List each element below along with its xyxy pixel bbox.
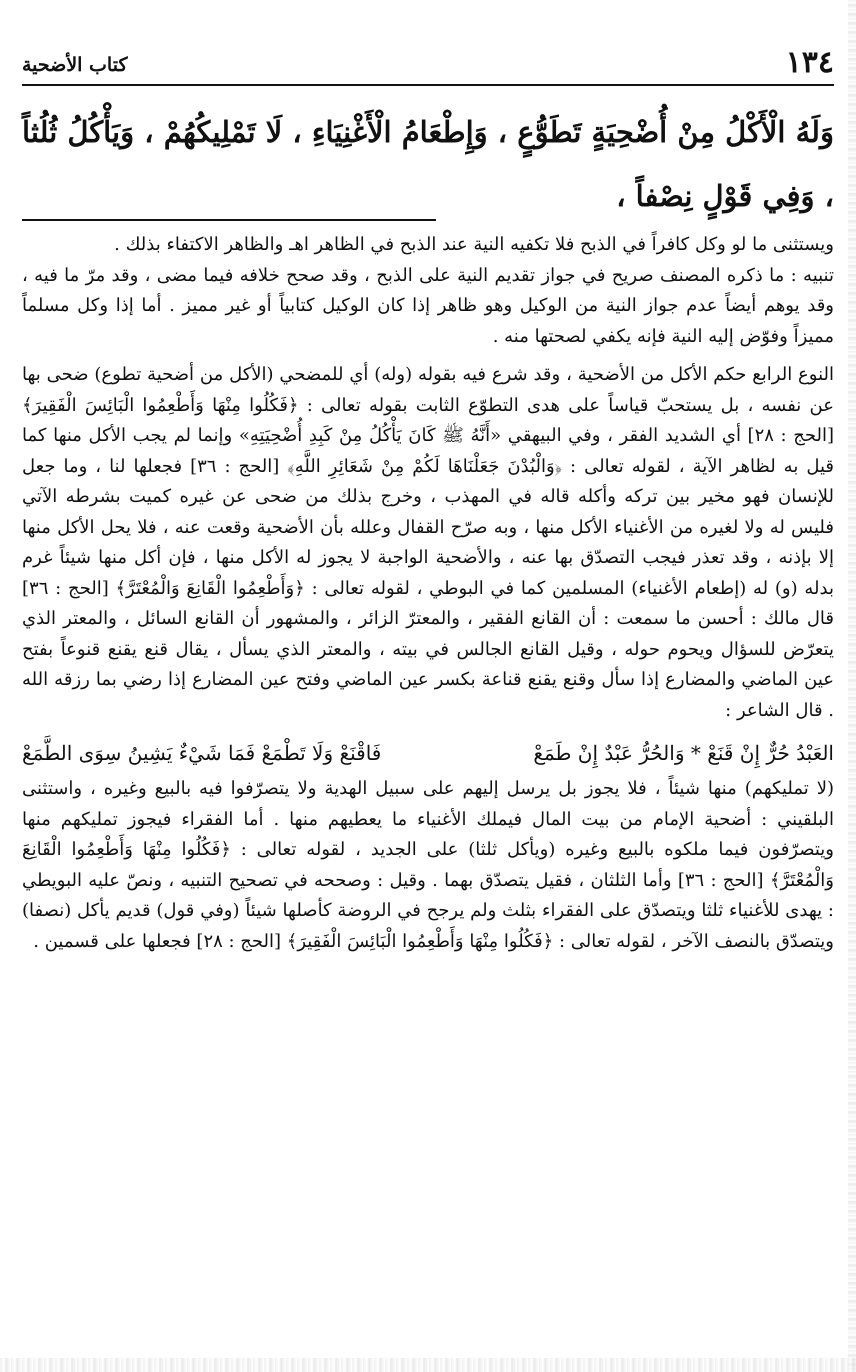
page-header <box>22 40 834 86</box>
page-number: ١٣٤ <box>785 45 834 80</box>
commentary-paragraph-3: النوع الرابع حكم الأكل من الأضحية ، وقد شرع فيه بقوله (وله) أي للمضحي (الأكل من أضحية تطوع) ضحى بها عن نفسه ، بل يستحبّ قياساً على هدى التطوّع الثابت بقوله تعالى : ﴿فَكُلُوا مِنْهَا وَأَطْعِمُوا الْبَائِسَ الْفَقِيرَ﴾ [الحج : ٢٨] أي الشديد الفقر ، وفي البيهقي «أَنَّهُ ﷺ كَانَ يَأْكُلُ مِنْ كَبِدِ أُضْحِيَتِهِ» وإنما لم يجب الأكل منها كما قيل به لظاهر الآية ، لقوله تعالى : ﴿وَالْبُدْنَ جَعَلْنَاهَا لَكُمْ مِنْ شَعَائِرِ اللَّهِ﴾ [الحج : ٣٦] فجعلها لنا ، وما جعل للإنسان فهو مخير بين تركه وأكله قاله في المهذب ، وخرج بذلك من ضحى عن غيره كميت بشرطه الآتي فليس له ولا لغيره من الأغنياء الأكل منها ، وبه صرّح القفال وعلله بأن الأضحية وقعت عنه ، فلا يحل الأكل منها إلا بإذنه ، وقد تعذر فيجب التصدّق بها عنه ، والأضحية الواجبة لا يجوز له الأكل منها ، فإن أكل منها شيئاً غرم بدله (و) له (إطعام الأغنياء) المسلمين كما في البوطي ، لقوله تعالى : ﴿وَأَطْعِمُوا الْقَانِعَ وَالْمُعْتَرَّ﴾ [الحج : ٣٦] قال مالك : أحسن ما سمعت : أن القانع الفقير ، والمعترّ الزائر ، والمشهور أن القانع السائل ، والمعتر الذي يتعرّض للسؤال ويحوم حوله ، وقيل القانع الجالس في بيته ، والمعتر الذي يسأل ، يقال قنع يقنع قنوعاً بفتح عين الماضي والمضارع إذا سأل وقنع يقنع قناعة بكسر عين الماضي وفتح عين المضارع إذا رضي بما رزقه الله . قال الشاعر : <box>22 364 835 721</box>
poem-hemistich-2: فَاقْنَعْ وَلَا تَطْمَعْ فَمَا شَيْءٌ يَشِينُ سِوَى الطَّمَعْ <box>22 741 382 765</box>
scan-bottom-noise <box>0 1358 856 1372</box>
main-text: وَلَهُ الْأَكْلُ مِنْ أُضْحِيَةٍ تَطَوُّعٍ ، وَإِطْعَامُ الْأَغْنِيَاءِ ، لَا تَمْلِيكُهُمْ ، وَيَأْكُلُ ثُلُثاً ، وَفِي قَوْلٍ نِصْفاً ، <box>22 115 834 213</box>
scan-edge-noise <box>848 0 856 1372</box>
commentary-paragraph-1: ويستثنى ما لو وكل كافراً في الذبح فلا تكفيه النية عند الذبح في الظاهر اهـ والظاهر الاكتفاء بذلك . <box>114 234 834 255</box>
running-title: كتاب الأضحية <box>22 54 128 76</box>
commentary-paragraph-4: (لا تمليكهم) منها شيئاً ، فلا يجوز بل يرسل إليهم على سبيل الهدية ولا يتصرّفوا فيه بالبيع وغيره ، واستثنى البلقيني : أضحية الإمام من بيت المال فيملك الأغنياء ما يعطيهم منها . أما الفقراء فيجوز تمليكهم منها ويتصرّفون فيما ملكوه بالبيع وغيره (ويأكل ثلثا) على الجديد ، لقوله تعالى : ﴿فَكُلُوا مِنْهَا وَأَطْعِمُوا الْقَانِعَ وَالْمُعْتَرَّ﴾ [الحج : ٣٦] وأما الثلثان ، فقيل يتصدّق بهما . وقيل : وصححه في تصحيح التنبيه ، ونصّ عليه البويطي : يهدى للأغنياء ثلثا ويتصدّق على الفقراء بثلث ولم يرجح في الروضة كأصلها شيئاً (وفي قول) قديم يأكل (نصفا) ويتصدّق بالنصف الآخر ، لقوله تعالى : ﴿فَكُلُوا مِنْهَا وَأَطْعِمُوا الْبَائِسَ الْفَقِيرَ﴾ [الحج : ٢٨] فجعلها على قسمين . <box>22 778 834 952</box>
poem-hemistich-1: العَبْدُ حُرٌّ إِنْ قَنَعْ * وَالحُرُّ عَبْدٌ إِنْ طَمَعْ <box>533 741 834 765</box>
commentary <box>22 230 834 957</box>
commentary-paragraph-2: تنبيه : ما ذكره المصنف صريح في جواز تقديم النية على الذبح ، وقد صحح خلافه فيما مضى ، وقد مرّ ما فيه ، وقد يوهم أيضاً عدم جواز النية من الوكيل وهو ظاهر إذا كان الوكيل كتابياً أو غير مميز . أما إذا وكل مسلماً مميزاً وفوّض إليه النية فإنه يكفي لصحتها منه . <box>22 264 834 347</box>
poem-verse <box>22 736 834 770</box>
text-divider <box>22 219 436 221</box>
